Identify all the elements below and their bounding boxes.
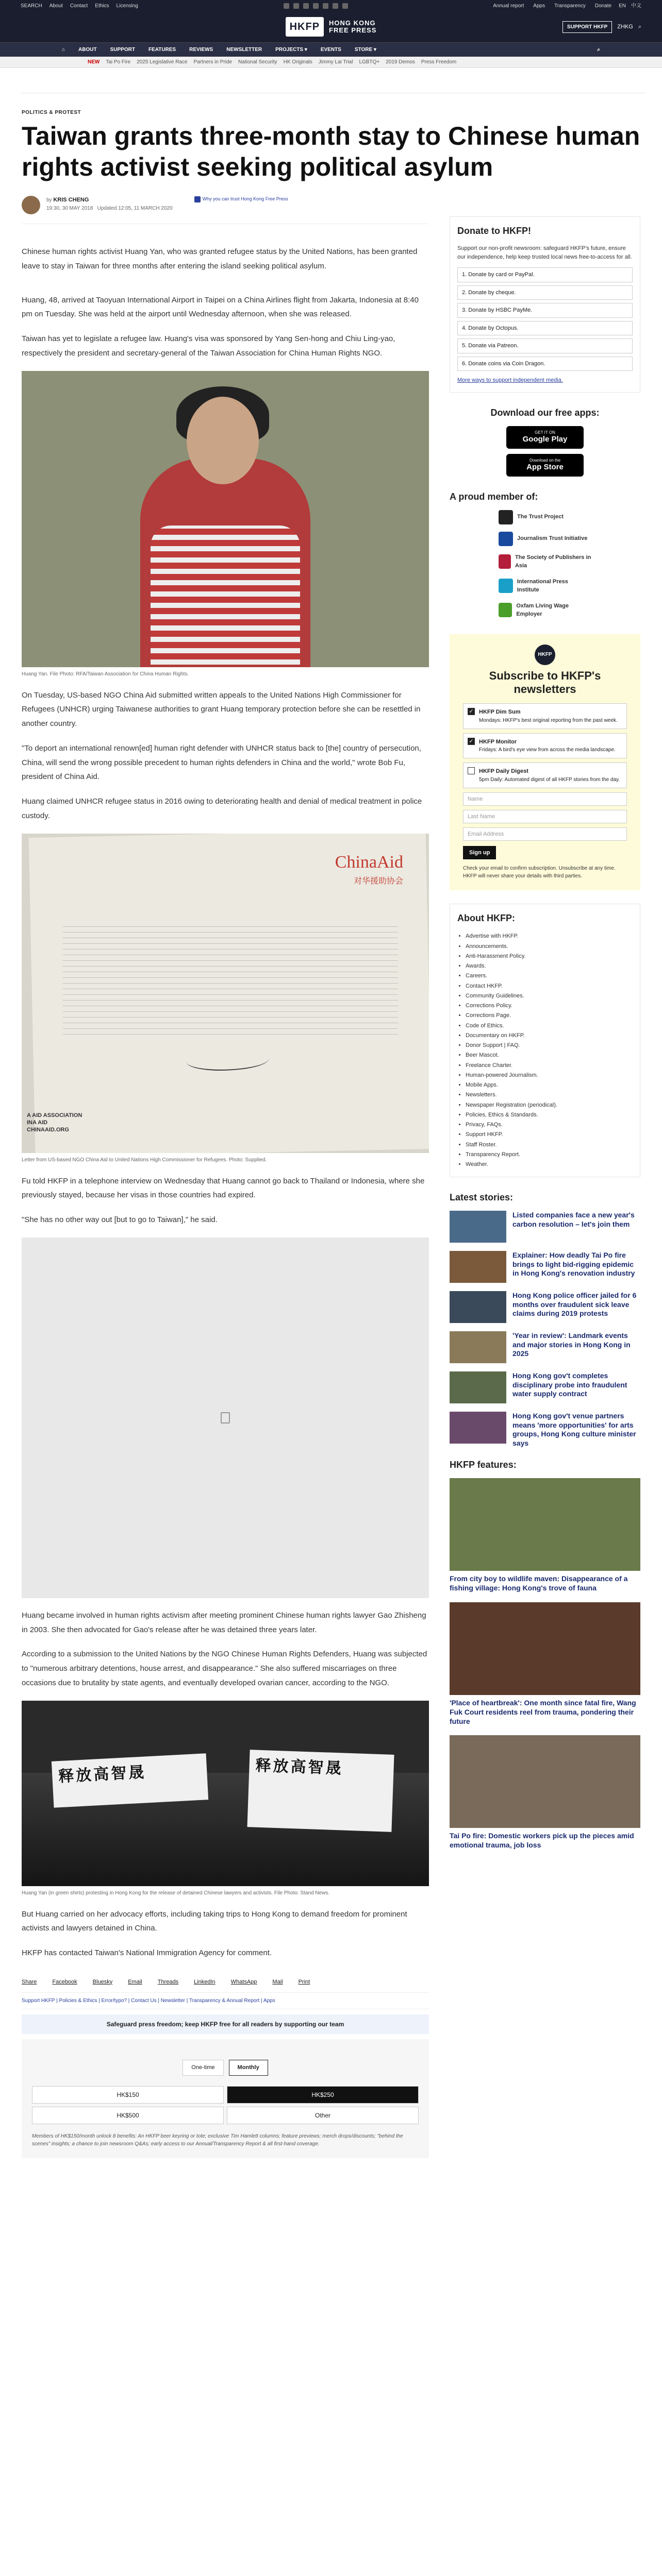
donate-option[interactable]: 3. Donate by HSBC PayMe. <box>457 303 633 318</box>
share-print[interactable]: Print <box>298 1978 310 1985</box>
latest-story[interactable] <box>450 1412 640 1448</box>
caption: Huang Yan. File Photo: RFA/Taiwan Association for China Human Rights. <box>22 671 189 677</box>
latest-story[interactable] <box>450 1291 640 1323</box>
about-link[interactable]: • Weather. <box>466 1160 633 1170</box>
features-title: HKFP features: <box>450 1460 517 1470</box>
caption: Letter from US-based NGO China Aid to United Nations High Commissioner for Refugees. Photo: Supplied. <box>22 1157 267 1163</box>
article-body <box>22 196 429 2158</box>
nav-about[interactable]: ABOUT <box>78 47 97 53</box>
paragraph: But Huang carried on her advocacy efforts, including taking trips to Hong Kong to demand freedom for prominent activists and lawyers detained in China. <box>22 1909 407 1933</box>
feature-title[interactable]: 'Place of heartbreak': One month since fatal fire, Wang Fuk Court residents reel from trauma, pondering their future <box>450 1698 636 1726</box>
share-mail[interactable]: Mail <box>272 1978 283 1985</box>
apps-section <box>450 406 640 477</box>
about-box <box>450 904 640 1177</box>
article-footer-links[interactable]: Support HKFP | Policies & Ethics | Error/typo? | Contact Us | Newsletter | Transparency & Annual Report | Apps <box>22 1992 429 2009</box>
logo-line-1: HONG KONG <box>329 19 376 27</box>
latest-story[interactable] <box>450 1251 640 1283</box>
donate-title: Donate to HKFP! <box>457 226 531 236</box>
jti-icon <box>499 532 513 546</box>
about-link[interactable]: • Announcements. <box>466 942 633 952</box>
members-note: Members of HK$150/month unlock 8 benefits: An HKFP beer keyring or tote; exclusive Tim Hamlett columns; feature previews; merch drops/discounts; "behind the scenes" insights; a chance to join newsroom Q&As; early access to our Annual/Transparency Report & all first-hand coverage. <box>32 2133 403 2147</box>
about-link[interactable]: • Advertise with HKFP. <box>466 931 633 941</box>
checkbox[interactable]: ✓ <box>468 738 475 745</box>
support-hkfp-button[interactable]: SUPPORT HKFP <box>562 21 612 33</box>
member-jti[interactable] <box>499 532 591 546</box>
latest-story[interactable] <box>450 1331 640 1363</box>
features-list <box>450 1478 640 1850</box>
first-name-field[interactable]: Name <box>463 792 627 806</box>
tag[interactable]: Jimmy Lai Trial <box>318 59 353 65</box>
paragraph: According to a submission to the United Nations by the NGO Chinese Human Rights Defenders, Huang was subjected to "numerous arbitrary detentions, house arrest, and disappearance." She also suffered miscarriages on three occasions due to brutality by state agents, and eventually developed ovarian cancer, according to the NGO. <box>22 1650 427 1687</box>
donate-option[interactable]: 2. Donate by cheque. <box>457 285 633 300</box>
contact-link[interactable]: Contact <box>70 3 88 9</box>
donate-link[interactable]: Donate <box>594 3 612 9</box>
nav-support[interactable]: SUPPORT <box>110 47 135 53</box>
member-ipi[interactable] <box>499 578 591 595</box>
story-thumbnail[interactable] <box>450 1412 506 1444</box>
tag[interactable]: National Security <box>238 59 277 65</box>
newsletter-name: HKFP Monitor <box>479 738 517 745</box>
donate-option[interactable]: 6. Donate coins via Coin Dragon. <box>457 357 633 371</box>
youtube-icon[interactable] <box>323 3 328 9</box>
app-store-label: App Store <box>526 462 564 471</box>
embedded-document <box>22 1238 429 1598</box>
newsletter-desc: 5pm Daily: Automated digest of all HKFP stories from the day. <box>479 776 620 783</box>
about-link[interactable]: • Awards. <box>466 961 633 971</box>
story-thumbnail[interactable] <box>450 1371 506 1403</box>
google-play-button[interactable] <box>506 426 584 449</box>
about-link[interactable]: • Corrections Page. <box>466 1011 633 1021</box>
story-title[interactable]: Listed companies face a new year's carbon resolution – let's join them <box>512 1211 635 1228</box>
top-utility-bar <box>0 0 662 11</box>
safeguard-banner[interactable]: Safeguard press freedom; keep HKFP free for all readers by supporting our team <box>22 2014 429 2034</box>
newsletter-name: HKFP Dim Sum <box>479 709 521 716</box>
social-icons <box>284 3 348 9</box>
publish-date: 19:30, 30 MAY 2018 <box>46 205 93 211</box>
about-link[interactable]: • Contact HKFP. <box>466 981 633 991</box>
more-ways-link[interactable]: More ways to support independent media. <box>457 377 563 383</box>
paragraph: "She has no other way out [but to go to Taiwan]," he said. <box>22 1215 218 1224</box>
feature-story[interactable] <box>450 1602 640 1726</box>
masthead <box>0 11 662 42</box>
nav-store[interactable]: STORE ▾ <box>354 47 376 53</box>
sidebar <box>450 196 640 2158</box>
checkbox[interactable] <box>468 767 475 774</box>
story-title[interactable]: Hong Kong gov't venue partners means 'more opportunities' for arts groups, Hong Kong culture minister says <box>512 1412 636 1447</box>
share-facebook[interactable]: Facebook <box>52 1978 77 1985</box>
search-icon[interactable]: ⌕ <box>638 23 641 30</box>
about-link[interactable]: • Freelance Charter. <box>466 1061 633 1071</box>
member-name: Journalism Trust Initiative <box>517 535 588 542</box>
by-label: by <box>46 197 52 203</box>
instagram-icon[interactable] <box>313 3 319 9</box>
search-link[interactable]: SEARCH <box>21 3 42 9</box>
nav-projects[interactable]: PROJECTS ▾ <box>275 47 307 53</box>
paragraph: HKFP has contacted Taiwan's National Immigration Agency for comment. <box>22 1948 272 1957</box>
sopa-icon <box>499 554 511 569</box>
feature-story[interactable] <box>450 1735 640 1850</box>
about-list <box>457 931 633 1170</box>
letterhead-logo: ChinaAid <box>335 852 403 872</box>
about-link[interactable]: • Anti-Harassment Policy. <box>466 952 633 961</box>
story-thumbnail[interactable] <box>450 1331 506 1363</box>
trending-tags <box>0 57 662 68</box>
member-name: The Trust Project <box>517 514 564 520</box>
member-logos <box>450 510 640 619</box>
about-link[interactable]: • Corrections Policy. <box>466 1001 633 1011</box>
story-thumbnail[interactable] <box>450 1291 506 1323</box>
donate-option[interactable]: 4. Donate by Octopus. <box>457 321 633 336</box>
threads-icon[interactable] <box>333 3 338 9</box>
paragraph: Fu told HKFP in a telephone interview on Wednesday that Huang cannot go back to Thailand or Indonesia, where she previously stayed, because her visas in those countries had expired. <box>22 1176 425 1200</box>
protest-banner: 释放高智晟 <box>52 1753 208 1808</box>
chinese-site-link[interactable]: ZHKG <box>617 23 633 30</box>
paragraph: Taiwan has yet to legislate a refugee law. Huang's visa was sponsored by Yang Sen-hong and Chiu Ling-yao, respectively the president and secretary-general of the Taiwan Association for China Human Rights NGO. <box>22 334 395 358</box>
member-name: The Society of Publishers in Asia <box>515 554 591 569</box>
about-link[interactable]: • Code of Ethics. <box>466 1021 633 1031</box>
letterhead-zh: 对华援助协会 <box>353 876 403 886</box>
letter-footer: A AID ASSOCIATION INA AID CHINAAID.ORG <box>27 1112 82 1133</box>
author-name[interactable]: KRIS CHENG <box>53 197 89 203</box>
figure-china-aid-letter <box>22 834 429 1164</box>
paragraph: On Tuesday, US-based NGO China Aid submitted written appeals to the United Nations High Commissioner for Refugees (UNHCR) urging Taiwanese authorities to grant Huang temporary protection before she can be resettled in another country. <box>22 690 421 728</box>
about-link[interactable]: • Human-powered Journalism. <box>466 1071 633 1080</box>
latest-stories <box>450 1211 640 1448</box>
paragraph: Huang became involved in human rights activism after meeting prominent Chinese human rights lawyer Gao Zhisheng in 2003. She then advocated for Gao's release after he was detained three years later. <box>22 1611 426 1634</box>
nav-home-icon[interactable]: ⌂ <box>62 47 65 53</box>
share-linkedin[interactable]: LinkedIn <box>194 1978 216 1985</box>
licensing-link[interactable]: Licensing <box>116 3 138 9</box>
share-whatsapp[interactable]: WhatsApp <box>230 1978 257 1985</box>
newsletter-desc: Mondays: HKFP's best original reporting from the past week. <box>479 717 618 723</box>
ipi-icon <box>499 579 513 593</box>
apps-link[interactable]: Apps <box>533 3 545 9</box>
newsletter-desc: Fridays: A bird's eye view from across the media landscape. <box>479 747 616 753</box>
oxfam-icon <box>499 603 512 617</box>
transparency-link[interactable]: Transparency <box>554 3 586 9</box>
amount-option[interactable]: HK$250 <box>227 2086 419 2104</box>
trust-text: Why you can trust Hong Kong Free Press <box>202 196 288 201</box>
newsletter-option[interactable] <box>463 703 627 729</box>
trust-icon <box>194 196 201 202</box>
feature-thumbnail[interactable] <box>450 1478 640 1571</box>
tag[interactable]: Partners in Pride <box>193 59 233 65</box>
caption: Huang Yan (in green shirts) protesting in Hong Kong for the release of detained Chinese lawyers and activists. File Photo: Stand News. <box>22 1890 330 1896</box>
member-sopa[interactable] <box>499 553 591 570</box>
last-name-field[interactable]: Last Name <box>463 810 627 823</box>
protest-banner: 释放高智晟 <box>247 1750 394 1832</box>
story-thumbnail[interactable] <box>450 1211 506 1243</box>
freq-monthly[interactable]: Monthly <box>229 2060 268 2076</box>
trust-project-icon <box>499 510 513 524</box>
logo-mark: HKFP <box>286 17 324 37</box>
nav-events[interactable]: EVENTS <box>320 47 341 53</box>
about-link[interactable]: • Beer Mascot. <box>466 1050 633 1060</box>
updated-date: Updated 12:05, 11 MARCH 2020 <box>97 205 173 211</box>
member-name: International Press Institute <box>517 578 568 593</box>
feature-thumbnail[interactable] <box>450 1735 640 1828</box>
newsletter-signup <box>450 634 640 891</box>
donate-box <box>450 216 640 393</box>
photo-protest[interactable] <box>22 1701 429 1886</box>
subscribe-note: Check your email to confirm subscription. Unsubscribe at any time. HKFP will never share your details with third parties. <box>463 866 616 879</box>
hkfp-logo: HKFP <box>535 645 555 665</box>
main-nav <box>0 42 662 57</box>
about-link[interactable]: • Newsletters. <box>466 1090 633 1100</box>
donate-intro: Support our non-profit newsroom: safeguard HKFP's future, ensure our independence, help keep trusted local news free-to-access for all. <box>457 245 632 260</box>
tag[interactable]: Tai Po Fire <box>106 59 131 65</box>
story-title[interactable]: Explainer: How deadly Tai Po fire brings to light bid-rigging epidemic in Hong Kong's renovation industry <box>512 1251 635 1278</box>
member-name: Oxfam Living Wage Employer <box>516 602 569 617</box>
share-email[interactable]: Email <box>128 1978 142 1985</box>
about-link[interactable]: • Documentary on HKFP. <box>466 1031 633 1041</box>
amount-option[interactable]: HK$500 <box>32 2107 224 2124</box>
tag[interactable]: 2019 Demos <box>386 59 415 65</box>
paragraph: Huang, 48, arrived at Taoyuan International Airport in Taipei on a China Airlines flight from Jakarta, Indonesia at 8:40 pm on Tuesday. She was held at the airport until Wednesday afternoon, when she was released. <box>22 295 419 319</box>
freq-one-time[interactable]: One-time <box>183 2060 223 2076</box>
photo-letter[interactable] <box>22 834 429 1153</box>
about-link[interactable]: • Donor Support | FAQ. <box>466 1041 633 1050</box>
members-title: A proud member of: <box>450 491 538 502</box>
story-title[interactable]: Hong Kong police officer jailed for 6 months over fraudulent sick leave claims during 2019 protests <box>512 1291 637 1318</box>
newsletter-option[interactable] <box>463 762 627 788</box>
subscribe-title: Subscribe to HKFP's newsletters <box>489 669 601 696</box>
google-play-small: GET IT ON <box>535 430 555 435</box>
amount-option[interactable]: Other <box>227 2107 419 2124</box>
article-title: Taiwan grants three-month stay to Chinese human rights activist seeking political asylum <box>22 122 640 181</box>
trust-link[interactable] <box>194 196 288 203</box>
about-link[interactable]: • Staff Roster. <box>466 1140 633 1150</box>
feature-title[interactable]: Tai Po fire: Domestic workers pick up the pieces amid emotional trauma, job loss <box>450 1832 634 1850</box>
apps-title: Download our free apps: <box>490 407 600 418</box>
tag[interactable]: 2025 Legislative Race <box>137 59 188 65</box>
site-logo[interactable] <box>286 17 377 37</box>
newsletter-name: HKFP Daily Digest <box>479 768 528 775</box>
signup-button[interactable]: Sign up <box>463 846 496 860</box>
document-icon <box>221 1412 230 1423</box>
about-link[interactable]: • Privacy, FAQs. <box>466 1120 633 1130</box>
photo-huang-yan[interactable] <box>22 371 429 667</box>
donate-widget <box>22 2039 429 2158</box>
about-link[interactable]: • Mobile Apps. <box>466 1080 633 1090</box>
about-link[interactable]: • Policies, Ethics & Standards. <box>466 1110 633 1120</box>
figure-huang-yan <box>22 371 429 678</box>
lang-en[interactable]: EN <box>619 3 626 9</box>
ethics-link[interactable]: Ethics <box>95 3 109 9</box>
member-trust-project[interactable] <box>499 510 591 524</box>
story-title[interactable]: 'Year in review': Landmark events and major stories in Hong Kong in 2025 <box>512 1331 631 1358</box>
share-bluesky[interactable]: Bluesky <box>92 1978 113 1985</box>
nav-reviews[interactable]: REVIEWS <box>189 47 213 53</box>
linkedin-icon[interactable] <box>342 3 348 9</box>
feature-title[interactable]: From city boy to wildlife maven: Disappearance of a fishing village: Hong Kong's trove of fauna <box>450 1574 628 1592</box>
about-link[interactable]: • Community Guidelines. <box>466 991 633 1001</box>
newsletter-option[interactable] <box>463 733 627 759</box>
about-link[interactable]: • Newspaper Registration (periodical). <box>466 1100 633 1110</box>
about-link[interactable]: • Support HKFP. <box>466 1130 633 1140</box>
about-link[interactable]: About <box>49 3 63 9</box>
nav-search-icon[interactable]: ⌕ <box>597 47 600 53</box>
about-link[interactable]: • Careers. <box>466 971 633 981</box>
member-oxfam[interactable] <box>499 602 591 619</box>
paragraph: Huang claimed UNHCR refugee status in 2016 owing to deteriorating health and denial of medical treatment in police custody. <box>22 797 422 820</box>
latest-title: Latest stories: <box>450 1192 514 1203</box>
nav-features[interactable]: FEATURES <box>148 47 176 53</box>
share-threads[interactable]: Threads <box>157 1978 179 1985</box>
author-avatar[interactable] <box>22 196 40 214</box>
bluesky-icon[interactable] <box>293 3 299 9</box>
nav-newsletter[interactable]: NEWSLETTER <box>226 47 262 53</box>
new-badge: NEW <box>88 59 100 65</box>
article-category[interactable]: POLITICS & PROTEST <box>22 110 81 115</box>
embed-placeholder[interactable] <box>22 1238 429 1598</box>
email-field[interactable]: Email Address <box>463 827 627 841</box>
lang-zh[interactable]: 中文 <box>631 3 642 9</box>
latest-story[interactable] <box>450 1371 640 1403</box>
donate-option[interactable]: 1. Donate by card or PayPal. <box>457 267 633 282</box>
tag[interactable]: LGBTQ+ <box>359 59 380 65</box>
byline <box>22 196 429 224</box>
paragraph: "To deport an international renown[ed] human right defender with UNHCR status back to [the] country of persecution, China, will send the wrong possible precedent to human rights defenders in China and the world," wrote Bob Fu, president of China Aid. <box>22 743 421 782</box>
figure-protest <box>22 1701 429 1897</box>
latest-story[interactable] <box>450 1211 640 1243</box>
checkbox[interactable]: ✓ <box>468 708 475 715</box>
facebook-icon[interactable] <box>284 3 289 9</box>
story-thumbnail[interactable] <box>450 1251 506 1283</box>
tag[interactable]: HK Originals <box>283 59 312 65</box>
x-icon[interactable] <box>303 3 309 9</box>
app-store-small: Download on the <box>529 457 561 463</box>
feature-thumbnail[interactable] <box>450 1602 640 1695</box>
paragraph: Chinese human rights activist Huang Yan, who was granted refugee status by the United Nations, has been granted leave to stay in Taiwan for three months after entering the island seeking political asylum. <box>22 247 418 270</box>
tag[interactable]: Press Freedom <box>421 59 457 65</box>
about-title: About HKFP: <box>457 913 515 924</box>
annual-report-link[interactable]: Annual report <box>493 3 524 9</box>
share-bar <box>22 1971 429 1993</box>
share-label[interactable]: Share <box>22 1978 37 1985</box>
amount-option[interactable]: HK$150 <box>32 2086 224 2104</box>
donate-option[interactable]: 5. Donate via Patreon. <box>457 338 633 353</box>
logo-line-2: FREE PRESS <box>329 26 377 34</box>
about-link[interactable]: • Transparency Report. <box>466 1150 633 1160</box>
feature-story[interactable] <box>450 1478 640 1592</box>
story-title[interactable]: Hong Kong gov't completes disciplinary probe into fraudulent water supply contract <box>512 1371 627 1398</box>
google-play-label: Google Play <box>522 434 568 444</box>
app-store-button[interactable] <box>506 454 584 477</box>
